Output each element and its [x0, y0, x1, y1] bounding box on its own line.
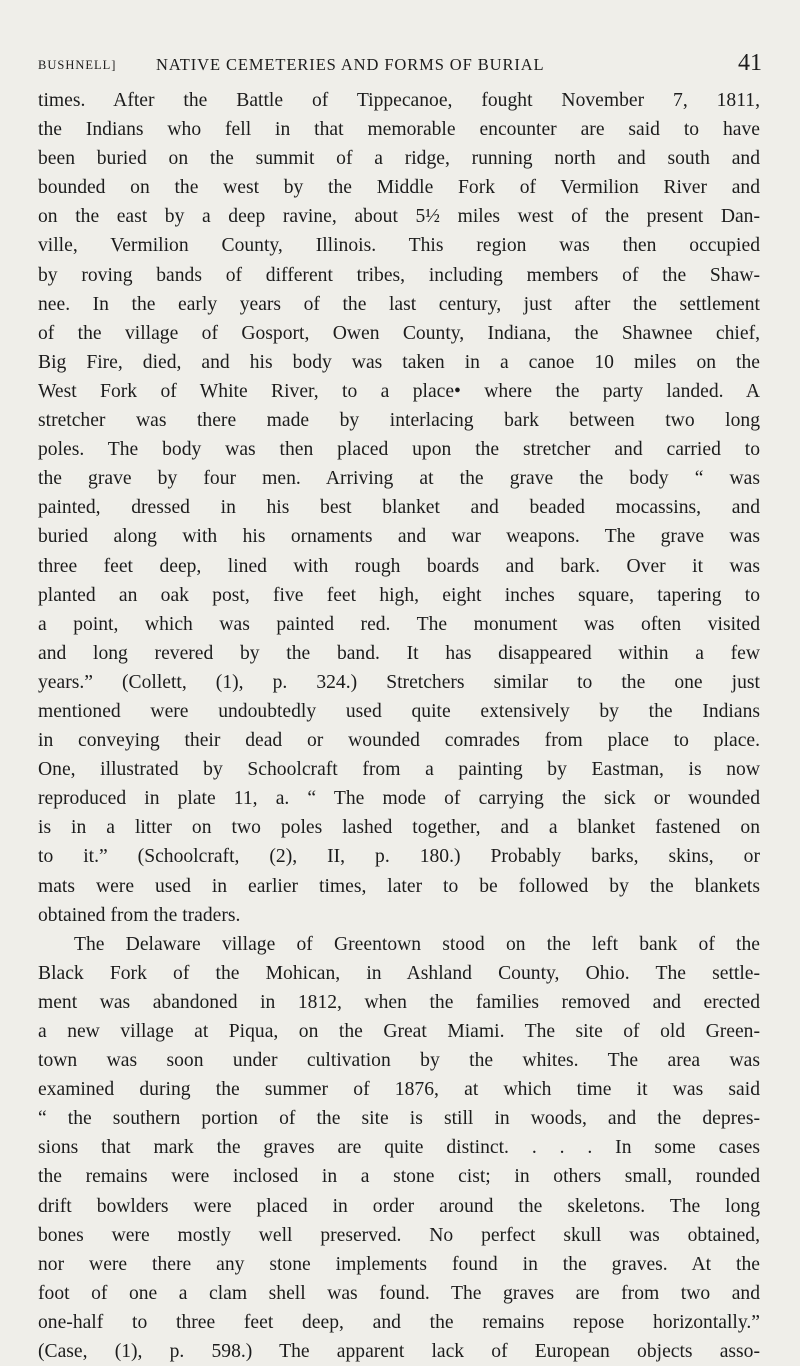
text-line: stretcher was there made by interlacing bark between two long [38, 410, 760, 432]
text-line: nee. In the early years of the last century, just after the settlement [38, 293, 760, 315]
text-line: been buried on the summit of a ridge, running north and south and [38, 148, 760, 170]
text-line: mentioned were undoubtedly used quite extensively by the Indians [38, 700, 760, 722]
text-line: drift bowlders were placed in order around the skeletons. The long [38, 1195, 760, 1217]
text-line: by roving bands of different tribes, including members of the Shaw- [38, 264, 760, 286]
body-text [38, 86, 760, 1366]
text-line: a new village at Piqua, on the Great Miami. The site of old Green- [38, 1021, 760, 1042]
text-line: painted, dressed in his best blanket and beaded mocassins, and [38, 497, 760, 519]
text-line: three feet deep, lined with rough boards and bark. Over it was [38, 555, 760, 577]
text-line: the Indians who fell in that memorable encounter are said to have [38, 119, 760, 141]
running-head-author: BUSHNELL] [38, 58, 117, 72]
text-line: poles. The body was then placed upon the stretcher and carried to [38, 439, 760, 461]
text-line: the grave by four men. Arriving at the grave the body “ was [38, 468, 760, 490]
text-line: on the east by a deep ravine, about 5½ miles west of the present Dan- [38, 206, 760, 228]
text-line: ville, Vermilion County, Illinois. This region was then occupied [38, 235, 760, 257]
running-head-title: NATIVE CEMETERIES AND FORMS OF BURIAL [156, 55, 545, 74]
text-line: nor were there any stone implements found in the graves. At the [38, 1253, 760, 1275]
text-line: and long revered by the band. It has disappeared within a few [38, 642, 760, 664]
text-line: of the village of Gosport, Owen County, Indiana, the Shawnee chief, [38, 322, 760, 344]
text-line: bones were mostly well preserved. No perfect skull was obtained, [38, 1224, 760, 1246]
running-head [38, 50, 762, 78]
text-line: The Delaware village of Greentown stood on the left bank of the [74, 933, 760, 955]
text-line: One, illustrated by Schoolcraft from a painting by Eastman, is now [38, 759, 760, 781]
text-line: examined during the summer of 1876, at which time it was said [38, 1079, 760, 1101]
text-line: Big Fire, died, and his body was taken in a canoe 10 miles on the [38, 351, 760, 373]
text-line: mats were used in earlier times, later to be followed by the blankets [38, 875, 760, 897]
text-line: to it.” (Schoolcraft, (2), II, p. 180.) Probably barks, skins, or [38, 846, 760, 868]
text-line: a point, which was painted red. The monument was often visited [38, 613, 760, 635]
text-line: reproduced in plate 11, a. “ The mode of carrying the sick or wounded [38, 788, 760, 810]
text-line: buried along with his ornaments and war weapons. The grave was [38, 526, 760, 548]
text-line: ment was abandoned in 1812, when the families removed and erected [38, 991, 760, 1013]
page-number: 41 [738, 50, 762, 76]
text-line: in conveying their dead or wounded comrades from place to place. [38, 730, 760, 752]
text-line: one-half to three feet deep, and the remains repose horizontally.” [38, 1311, 760, 1333]
text-line: foot of one a clam shell was found. The graves are from two and [38, 1282, 760, 1304]
text-line: planted an oak post, five feet high, eight inches square, tapering to [38, 584, 760, 606]
text-line: years.” (Collett, (1), p. 324.) Stretchers similar to the one just [38, 671, 760, 693]
text-line: Black Fork of the Mohican, in Ashland County, Ohio. The settle- [38, 962, 760, 984]
text-line: obtained from the traders. [38, 904, 241, 926]
text-line: sions that mark the graves are quite distinct. . . . In some cases [38, 1137, 760, 1159]
text-line: bounded on the west by the Middle Fork of Vermilion River and [38, 177, 760, 199]
text-line: is in a litter on two poles lashed together, and a blanket fastened on [38, 817, 760, 839]
text-line: (Case, (1), p. 598.) The apparent lack of European objects asso- [38, 1341, 760, 1363]
text-line: times. After the Battle of Tippecanoe, fought November 7, 1811, [38, 90, 760, 111]
text-line: “ the southern portion of the site is still in woods, and the depres- [38, 1108, 760, 1130]
text-line: West Fork of White River, to a place• where the party landed. A [38, 380, 760, 402]
text-line: town was soon under cultivation by the whites. The area was [38, 1050, 760, 1072]
text-line: the remains were inclosed in a stone cist; in others small, rounded [38, 1166, 760, 1188]
